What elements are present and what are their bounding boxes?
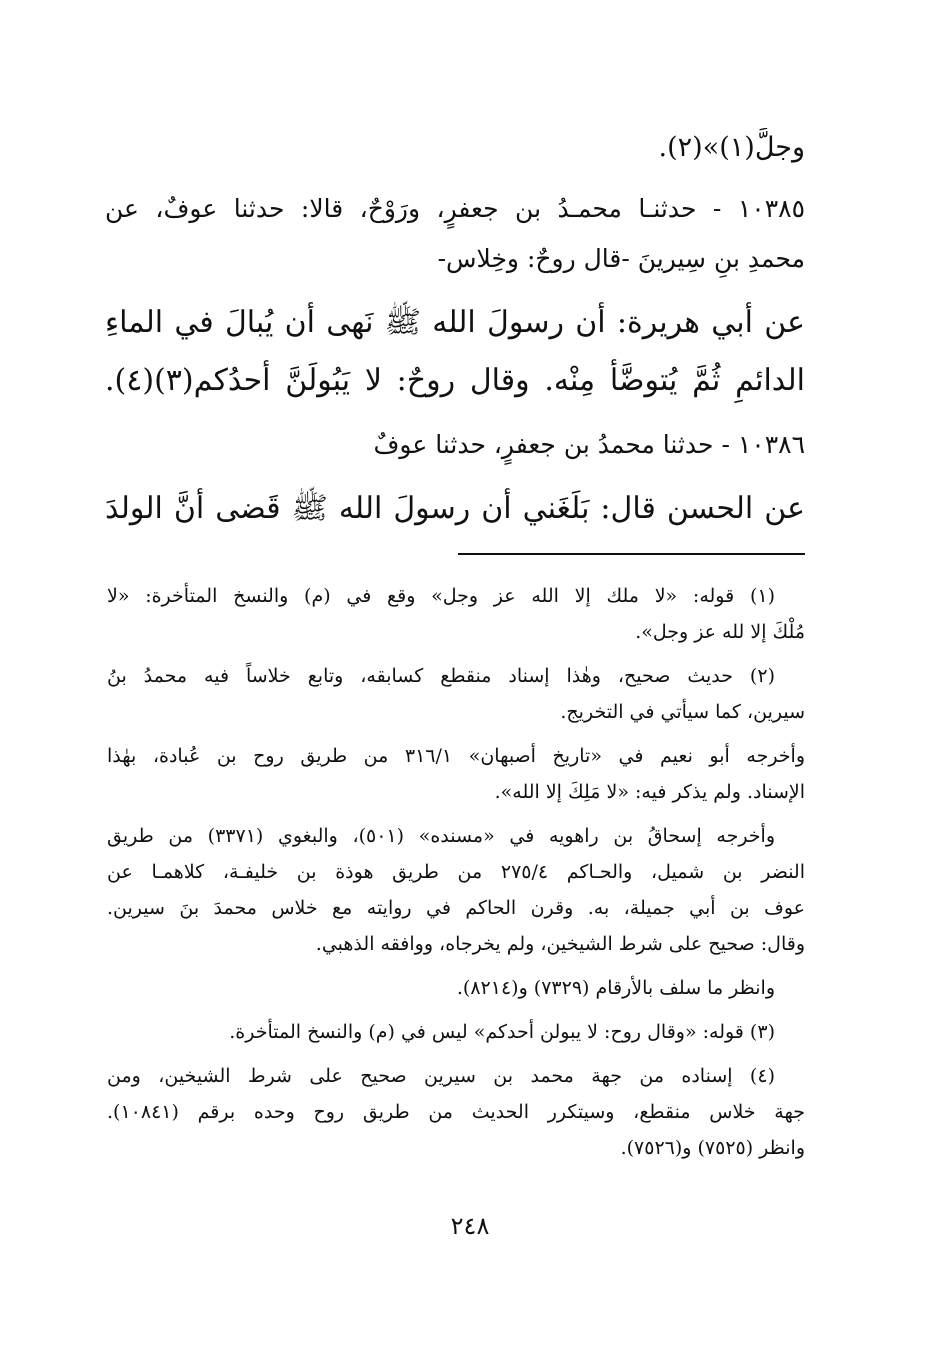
text-line: وانظر ما سلف بالأرقام (٧٣٢٩) و(٨٢١٤). xyxy=(456,977,775,999)
text-line: النضر بن شميل، والحـاكم ٢٧٥/٤ من طريق هوذة بن خليفـة، كلاهمـا عن xyxy=(107,861,805,883)
opening-line xyxy=(105,128,805,168)
text-line: (١) قوله: «لا ملك إلا الله عز وجل» وقع في (م) والنسخ المتأخرة: «لا xyxy=(107,585,775,607)
footnote-1 xyxy=(107,578,805,650)
hadith-10385-matn xyxy=(105,294,805,410)
page-number: ٢٤٨ xyxy=(450,1212,490,1240)
footnote-divider xyxy=(458,553,805,555)
text-line: وأخرجه إسحاقُ بن راهويه في «مسنده» (٥٠١)، والبغوي (٣٣٧١) من طريق xyxy=(107,825,776,847)
hadith-10386-matn xyxy=(105,480,805,538)
text-line: عن الحسن قال: بَلَغَني أن رسولَ الله ﷺ قَضى أنَّ الولدَ xyxy=(105,491,805,526)
footnote-2 xyxy=(107,658,805,730)
text-line: ١٠٣٨٦ - حدثنا محمدُ بن جعفرٍ، حدثنا عوفٌ xyxy=(373,430,805,459)
footnote-3 xyxy=(107,1014,805,1050)
text-line: الإسناد. ولم يذكر فيه: «لا مَلِكَ إلا الله». xyxy=(494,781,805,803)
text-line: وجلَّ(١)»(٢). xyxy=(658,132,805,163)
text-line: وأخرجه أبو نعيم في «تاريخ أصبهان» ٣١٦/١ من طريق روح بن عُبادة، بهٰذا xyxy=(107,745,805,767)
hadith-10386-isnad xyxy=(105,420,805,470)
hadith-10385-isnad xyxy=(105,184,805,284)
text-line: (٢) حديث صحيح، وهٰذا إسناد منقطع كسابقه، وتابع خلاساً فيه محمدُ بنُ xyxy=(107,665,775,687)
main-text xyxy=(105,128,805,548)
text-line: سيرين، كما سيأتي في التخريج. xyxy=(560,701,805,723)
text-line: وقال: صحيح على شرط الشيخين، ولم يخرجاه، ووافقه الذهبي. xyxy=(315,933,805,955)
text-line: جهة خلاس منقطع، وسيتكرر الحديث من طريق روح وحده برقم (١٠٨٤١). xyxy=(107,1101,805,1123)
text-line: الدائمِ ثُمَّ يُتوضَّأ مِنْه. وقال روحٌ: لا يَبُولَنَّ أحدُكم(٣)(٤). xyxy=(105,363,805,398)
text-line: ١٠٣٨٥ - حدثنـا محمـدُ بن جعفرٍ، ورَوْحٌ، قالا: حدثنا عوفٌ، عن xyxy=(105,194,805,223)
footnote-4 xyxy=(107,1058,805,1166)
footnotes xyxy=(107,578,805,1174)
text-line: عن أبي هريرة: أن رسولَ الله ﷺ نَهى أن يُبالَ في الماءِ xyxy=(105,305,805,340)
text-line: عوف بن أبي جميلة، به. وقرن الحاكم في روايته مع خلاس محمدَ بنَ سيرين. xyxy=(107,897,805,919)
text-line: وانظر (٧٥٢٥) و(٧٥٢٦). xyxy=(620,1137,805,1159)
footnote-2-continued-abu-nuaym xyxy=(107,738,805,810)
footnote-2-continued-ishaq xyxy=(107,818,805,962)
text-line: محمدِ بنِ سِيرينَ -قال روحٌ: وخِلاس- xyxy=(437,244,805,273)
text-line: مُلْكَ إلا لله عز وجل». xyxy=(635,621,805,643)
footnote-2-see-also xyxy=(107,970,805,1006)
text-line: (٣) قوله: «وقال روح: لا يبولن أحدكم» ليس في (م) والنسخ المتأخرة. xyxy=(229,1021,775,1043)
text-line: (٤) إسناده من جهة محمد بن سيرين صحيح على شرط الشيخين، ومن xyxy=(107,1065,775,1087)
